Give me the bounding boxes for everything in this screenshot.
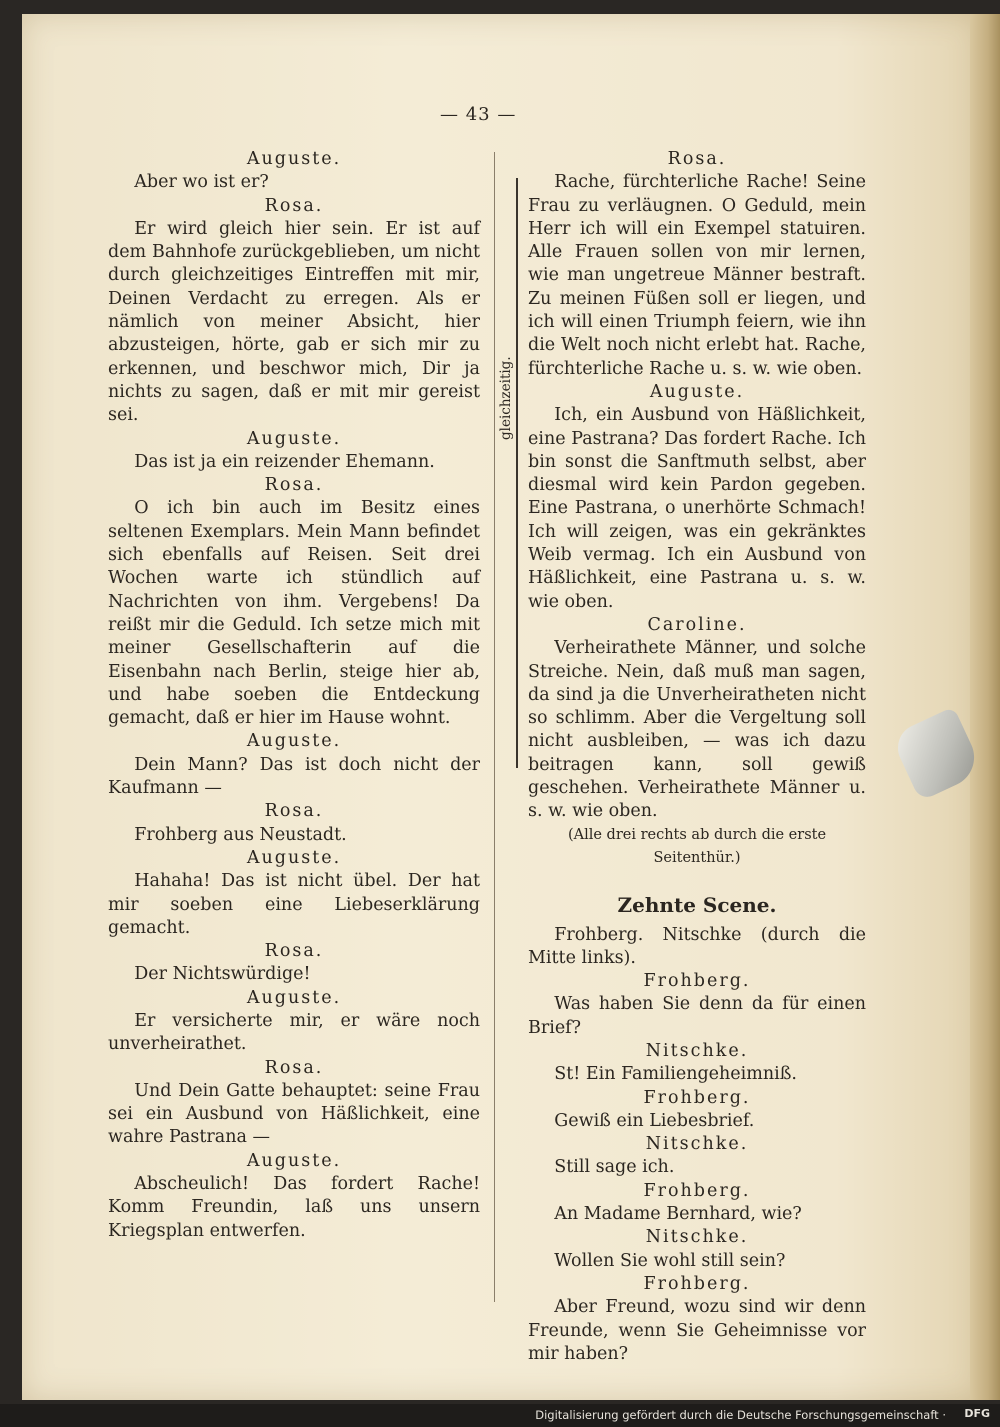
speaker-name: Nitschke. [645,1134,749,1155]
page-number: — 43 — [440,104,517,125]
speaker-name: Rosa. [264,941,324,962]
dialogue-text: Frohberg. Nitschke (durch die Mitte links). [528,924,866,968]
dialogue-text: Er wird gleich hier sein. Er ist auf dem Bahnhofe zurückgeblieben, um nicht durch gleichzeitiges Eintreffen mit mir, Deinen Verdacht zu erregen. Als er nämlich von meiner Absicht, hier abzusteigen, hörte, gab er sich mir zu erkennen, und beschwor mich, Dir ja nichts zu sagen, daß er mit mir gereist sei. [108,218,480,426]
dialogue-text: Der Nichtswürdige! [134,964,311,985]
dialogue-text: Gewiß ein Liebesbrief. [554,1110,755,1131]
dialogue-text: Hahaha! Das ist nicht übel. Der hat mir soeben eine Liebeserklärung gemacht. [108,871,480,938]
dialogue-text: Verheirathete Männer, und solche Streiche. Nein, daß muß man sagen, da sind ja die Unverheiratheten nicht so schlimm. Aber die Vergeltung soll nicht ausbleiben, — was ich dazu beitragen kann, soll gewiß geschehen. Verheirathete Männer u. s. w. wie oben. [528,638,866,822]
speaker-name: Rosa. [264,195,324,216]
dialogue-text: Das ist ja ein reizender Ehemann. [134,451,435,472]
dialogue-text: Dein Mann? Das ist doch nicht der Kaufmann — [108,754,480,799]
dialogue-text: An Madame Bernhard, wie? [554,1204,802,1225]
speaker-name: Rosa. [667,149,727,169]
right-column [528,148,866,1366]
dialogue-text: Er versicherte mir, er wäre noch unverheirathet. [108,1010,480,1055]
speaker-name: Rosa. [264,475,324,496]
speaker-name: Nitschke. [645,1040,749,1061]
dialogue-text: Und Dein Gatte behauptet: seine Frau sei ein Ausbund von Häßlichkeit, eine wahre Pastrana — [108,1080,480,1148]
dialogue-text: Aber Freund, wozu sind wir denn Freunde, wenn Sie Geheimnisse vor mir haben? [528,1297,866,1364]
left-column [108,148,480,1243]
footer-text: Digitalisierung gefördert durch die Deutsche Forschungsgemeinschaft · [535,1408,946,1422]
speaker-name: Auguste. [246,1150,342,1171]
dialogue-text: Frohberg aus Neustadt. [134,824,347,845]
speaker-name: Frohberg. [643,1180,751,1201]
dialogue-text: Rache, fürchterliche Rache! Seine Frau zu verläugnen. O Geduld, mein Herr ich will ein Exempel statuiren. Alle Frauen sollen von mir lernen, wie man ungetreue Männer bestraft. Zu meinen Füßen soll er liegen, und ich will einen Triumph feiern, wie ihn die Welt noch nicht erlebt hat. Rache, fürchterliche Rache u. s. w. wie oben. [528,172,866,379]
speaker-name: Auguste. [246,731,342,752]
scene-heading: Zehnte Scene. [617,893,777,918]
speaker-name: Frohberg. [643,1087,751,1108]
stage-direction: (Alle drei rechts ab durch die erste Seitenthür.) [567,826,827,866]
speaker-name: Auguste. [246,428,342,449]
dfg-logo: DFG [964,1407,990,1420]
dialogue-text: Ich, ein Ausbund von Häßlichkeit, eine Pastrana? Das fordert Rache. Ich bin sonst die Sanftmuth selbst, aber diesmal wird kein Pardon gegeben. Eine Pastrana, o unerhörte Schmach! Ich will zeigen, was ein gekränktes Weib vermag. Ich ein Ausbund von Häßlichkeit, eine Pastrana u. s. w. wie oben. [528,405,866,612]
dialogue-text: Abscheulich! Das fordert Rache! Komm Freundin, laß uns unsern Kriegsplan entwerfen. [108,1174,480,1241]
bracket-label: gleichzeitig. [498,356,514,440]
speaker-name: Rosa. [264,1057,324,1078]
speaker-name: Nitschke. [645,1227,749,1248]
page-edge [970,14,1000,1400]
dialogue-text: O ich bin auch im Besitz eines seltenen Exemplars. Mein Mann befindet sich ebenfalls auf Reisen. Seit drei Wochen warte ich stündlich auf Nachrichten von ihm. Vergebens! Da reißt mir die Geduld. Ich setze mich mit meiner Gesellschafterin auf die Eisenbahn nach Berlin, steige hier ab, und habe soeben die Entdeckung gemacht, daß er hier im Hause wohnt. [108,498,480,729]
speaker-name: Rosa. [264,801,324,822]
column-divider [494,152,495,1302]
dialogue-text: Was haben Sie denn da für einen Brief? [528,994,866,1038]
speaker-name: Auguste. [246,847,342,868]
dialogue-text: Aber wo ist er? [134,172,269,193]
footer-bar [0,1404,1000,1427]
speaker-name: Auguste. [246,149,342,169]
speaker-name: Auguste. [246,987,342,1008]
speaker-name: Caroline. [647,614,747,635]
dialogue-text: Wollen Sie wohl still sein? [554,1250,786,1271]
dialogue-text: Still sage ich. [554,1157,675,1178]
speaker-name: Frohberg. [643,971,751,992]
dialogue-text: St! Ein Familiengeheimniß. [554,1064,797,1085]
speaker-name: Auguste. [649,381,745,402]
speaker-name: Frohberg. [643,1273,751,1294]
